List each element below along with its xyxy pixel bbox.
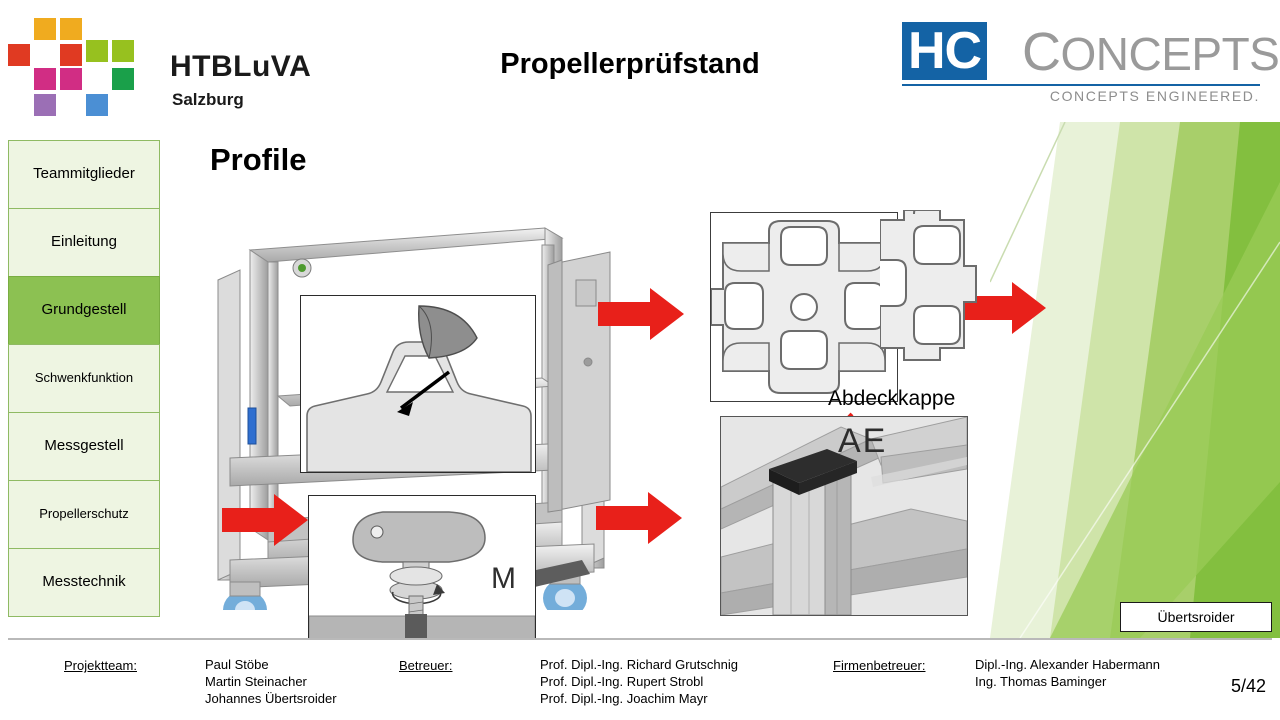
sidebar-item-messtechnik[interactable]: [8, 548, 160, 617]
logo-square: [60, 44, 82, 66]
page-title: Propellerprüfstand: [500, 48, 760, 80]
hc-logo-c: C: [1022, 22, 1061, 82]
sidebar-item-label: Messgestell: [44, 437, 124, 455]
sidebar-item-schwenkfunktion[interactable]: [8, 344, 160, 413]
presenter-badge: [1120, 602, 1272, 632]
advisor-list: [540, 656, 738, 707]
sidebar-item-grundgestell[interactable]: [8, 276, 160, 345]
sidebar-item-teammitglieder[interactable]: [8, 140, 160, 209]
footer-divider: [8, 638, 1272, 640]
team-member: Johannes Übertsroider: [205, 691, 337, 706]
logo-square: [34, 18, 56, 40]
logo-divider: [902, 84, 1260, 86]
callout-groove-detail: [300, 295, 536, 473]
company-advisor-list: [975, 656, 1160, 690]
logo-square: [60, 18, 82, 40]
logo-square: [34, 68, 56, 90]
slide-content: [0, 122, 1280, 638]
sidebar-item-label: Grundgestell: [41, 301, 127, 319]
htbluva-logo: [12, 10, 362, 114]
profile-cross-section-svg: [711, 213, 897, 401]
school-name: HTBLuVA: [170, 50, 312, 83]
logo-square: [34, 94, 56, 116]
hc-concepts-logo: [902, 18, 1280, 108]
logo-square: [112, 68, 134, 90]
logo-square: [8, 44, 30, 66]
groove-detail-svg: [301, 296, 535, 472]
company-advisor-label: Firmenbetreuer:: [833, 658, 926, 673]
arrow-icon: [598, 288, 684, 340]
page-number: 5/42: [1230, 676, 1266, 696]
project-team-label: Projektteam:: [64, 658, 137, 673]
levelling-foot-svg: [309, 496, 535, 638]
company-advisor: Dipl.-Ing. Alexander Habermann: [975, 657, 1160, 672]
sidebar-item-label: Schwenkfunktion: [34, 370, 134, 386]
advisor: Prof. Dipl.-Ing. Joachim Mayr: [540, 691, 708, 706]
section-heading: Profile: [210, 142, 307, 177]
sidebar-item-label: Messtechnik: [42, 573, 126, 591]
advisor: Prof. Dipl.-Ing. Rupert Strobl: [540, 674, 704, 689]
logo-square: [86, 94, 108, 116]
company-tagline: CONCEPTS ENGINEERED.: [1049, 88, 1260, 104]
presenter-name: Übertsroider: [1157, 609, 1235, 625]
red-arrow-left-bottom: [222, 494, 308, 551]
hc-logo-wordmark: [1022, 24, 1279, 82]
team-member: Paul Stöbe: [205, 657, 269, 672]
sidebar-item-messgestell[interactable]: [8, 412, 160, 481]
slide-header: [0, 0, 1280, 122]
sidebar-item-label: Einleitung: [51, 233, 117, 251]
advisor: Prof. Dipl.-Ing. Richard Grutschnig: [540, 657, 738, 672]
project-team-list: [205, 656, 337, 707]
team-member: Martin Steinacher: [205, 674, 307, 689]
green-decoration-svg: [990, 122, 1280, 638]
abdeckkappe-label: Abdeckkappe: [828, 387, 956, 410]
profile-secondary-svg: [880, 210, 1010, 405]
sidebar-item-einleitung[interactable]: [8, 208, 160, 277]
section-nav[interactable]: [8, 140, 160, 617]
company-advisor: Ing. Thomas Baminger: [975, 674, 1107, 689]
logo-square: [112, 40, 134, 62]
sidebar-item-label: Propellerschutz: [39, 506, 129, 522]
hc-logo-mark: HC: [902, 22, 987, 80]
sidebar-item-propellerschutz[interactable]: [8, 480, 160, 549]
red-arrow-right-bottom: [596, 492, 682, 549]
profile-cross-section-secondary: [880, 210, 1010, 405]
arrow-icon: [222, 494, 308, 546]
advisor-label: Betreuer:: [399, 658, 453, 673]
profile-cross-section-figure: [710, 212, 898, 402]
hc-logo-oncepts: ONCEPTS: [1060, 28, 1280, 80]
red-arrow-right-top: [598, 288, 684, 345]
logo-square: [86, 40, 108, 62]
school-location: Salzburg: [172, 90, 244, 109]
slide-footer: [0, 638, 1280, 720]
photo-overlay-text: AE: [838, 422, 888, 460]
sidebar-item-label: Teammitglieder: [33, 165, 135, 183]
detail-letter: M: [491, 562, 516, 595]
green-decoration: [990, 122, 1280, 638]
arrow-icon: [596, 492, 682, 544]
logo-square: [60, 68, 82, 90]
callout-levelling-foot-detail: [308, 495, 536, 638]
